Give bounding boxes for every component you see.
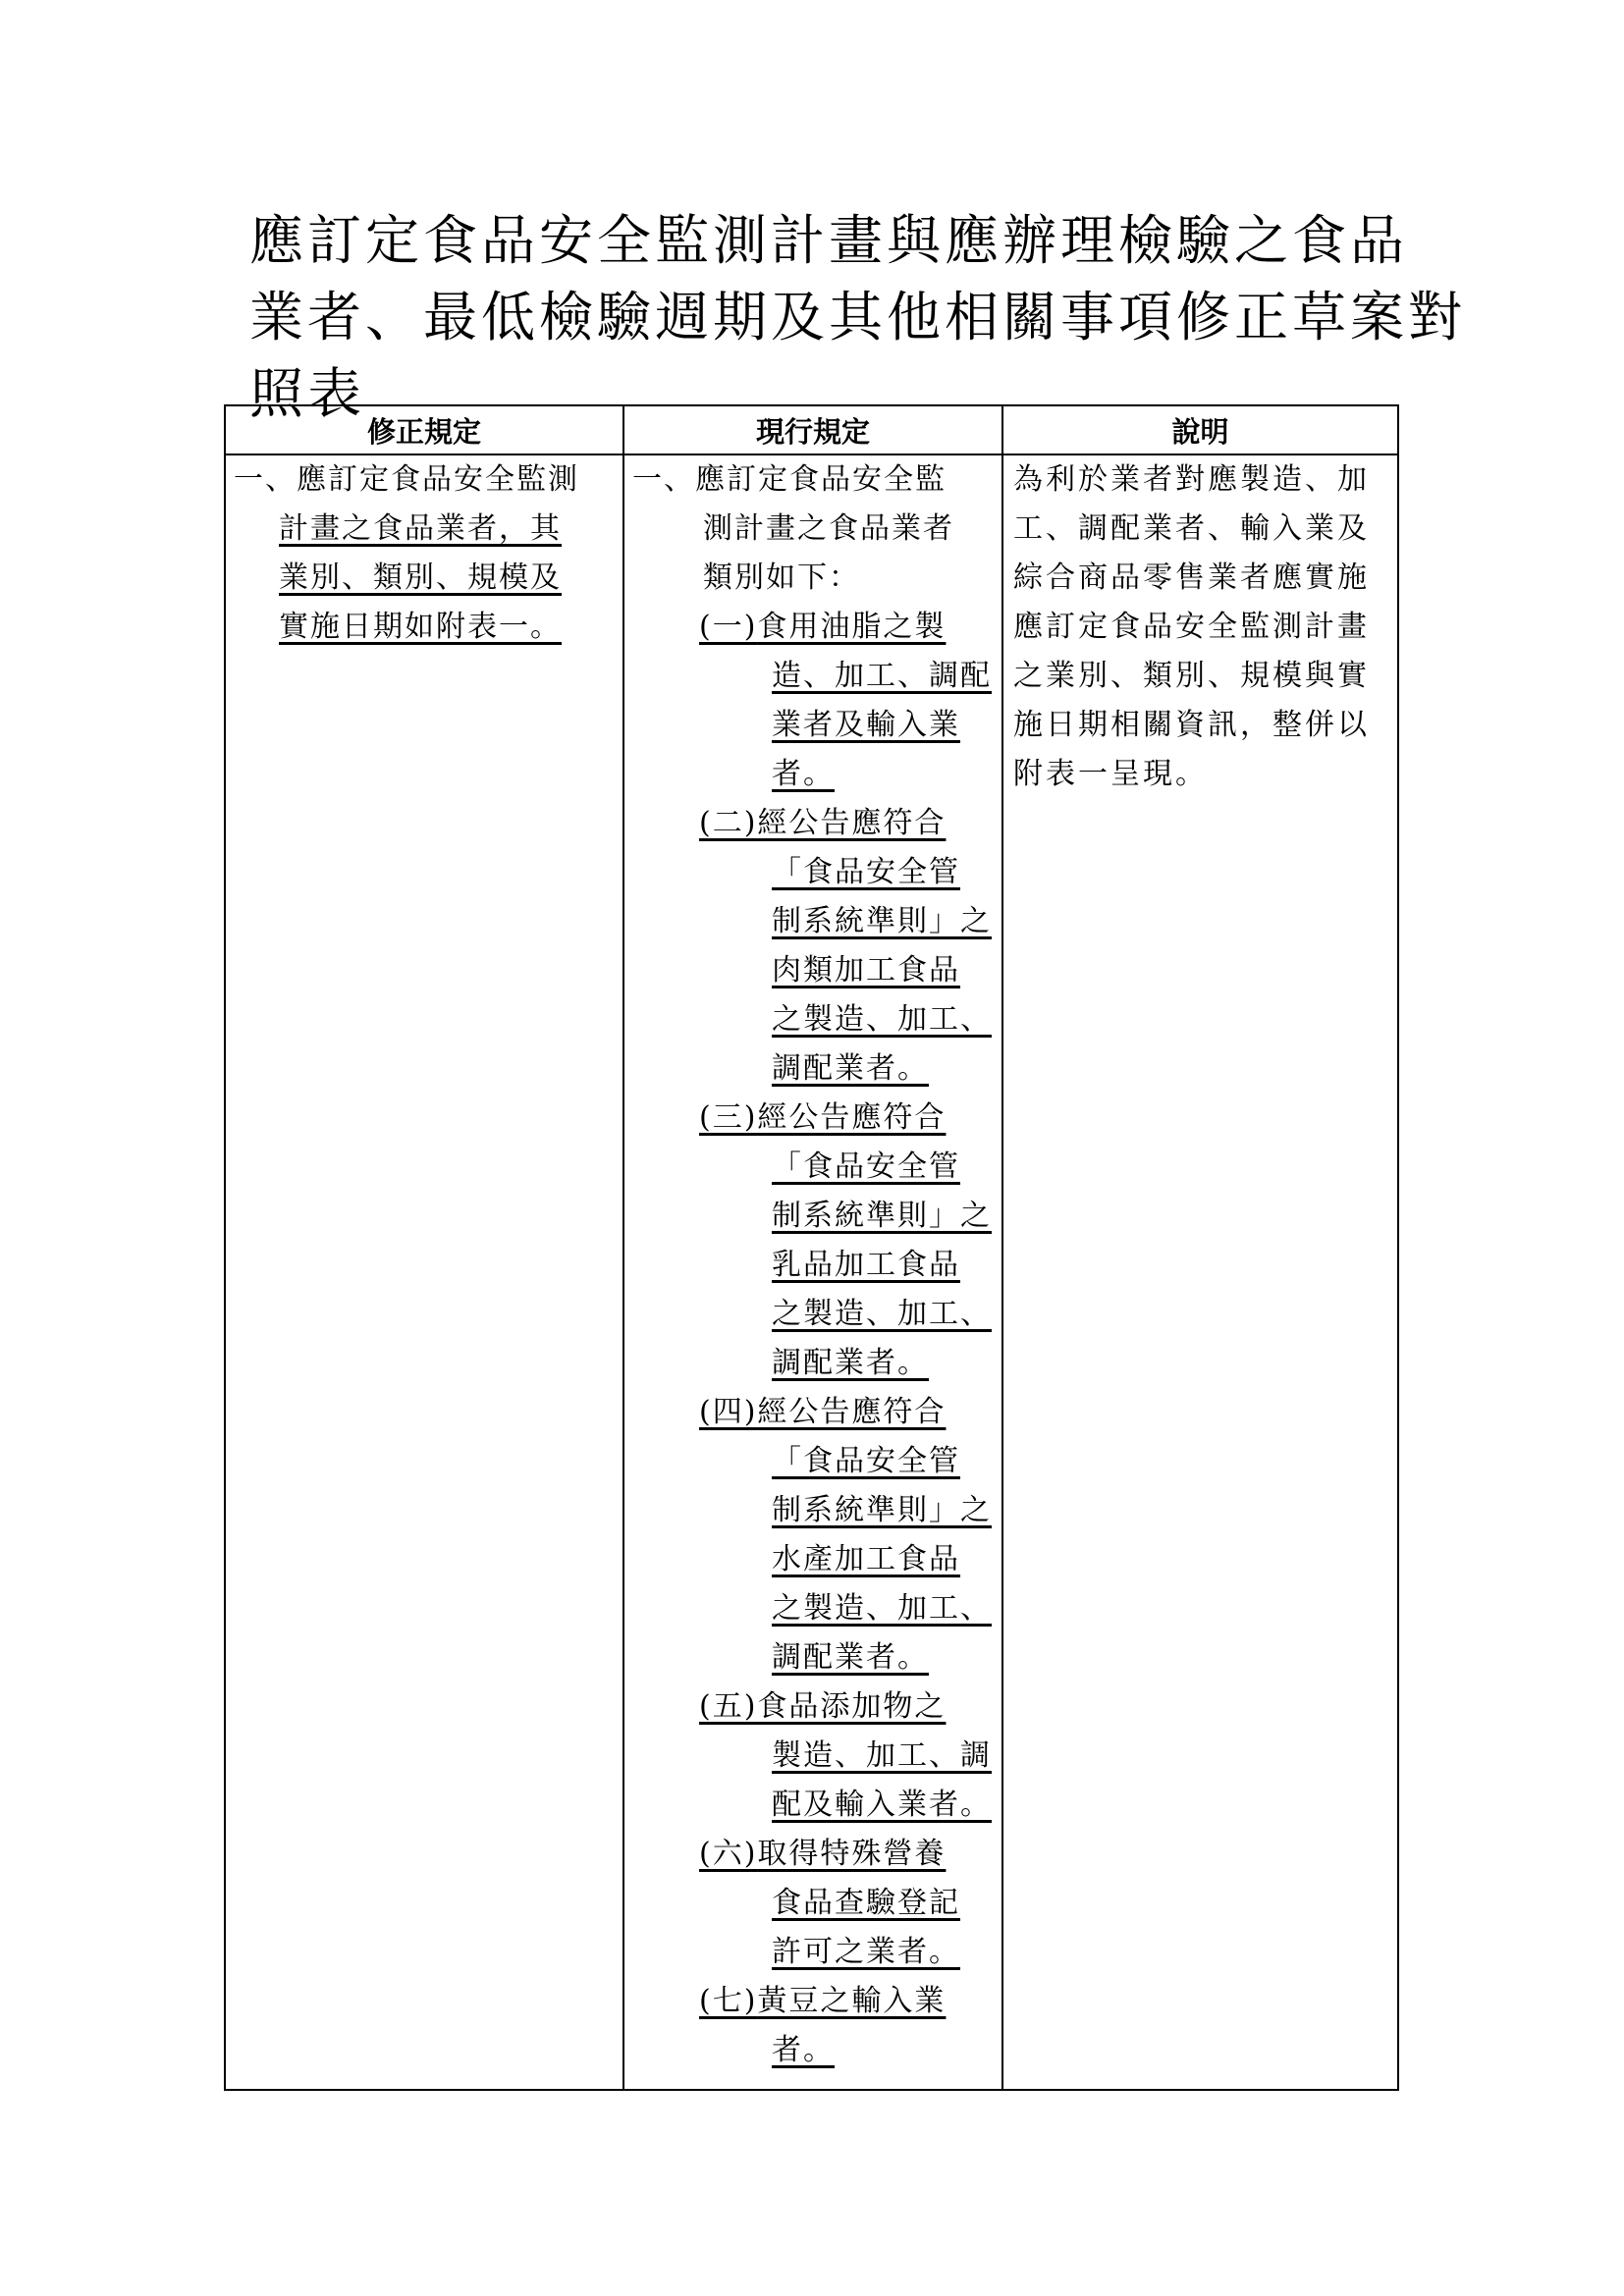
current-item-text: 之製造、加工、 [772, 1591, 992, 1626]
current-item-label: (二) [699, 806, 758, 840]
current-item-text: 許可之業者。 [772, 1935, 960, 1969]
comparison-table [224, 404, 1399, 2091]
title-line: 應訂定食品安全監測計畫與應辦理檢驗之食品 [249, 209, 1409, 272]
document-title [249, 202, 1467, 432]
current-item-text: 食品查驗登記 [772, 1886, 960, 1920]
explanation-cell [1002, 454, 1398, 2090]
current-item-first-line [624, 1094, 1001, 1143]
explanation-line: 為利於業者對應製造、加 [1013, 462, 1370, 497]
current-intro-line: 一、應訂定食品安全監 [632, 462, 947, 497]
header-revised: 修正規定 [225, 405, 623, 454]
current-item-text: 「食品安全管 [772, 1444, 960, 1478]
current-item-text: 調配業者。 [772, 1346, 929, 1380]
current-item-line [624, 1584, 1001, 1633]
current-item-label: (六) [699, 1837, 758, 1871]
header-explanation: 說明 [1002, 405, 1398, 454]
current-item-text: 制系統準則」之 [772, 1493, 992, 1527]
header-current: 現行規定 [623, 405, 1002, 454]
current-item-text: 乳品加工食品 [772, 1248, 960, 1282]
current-item-line [624, 1339, 1001, 1388]
current-item-first-line [624, 799, 1001, 848]
current-item-text: 之製造、加工、 [772, 1002, 992, 1037]
explanation-line: 施日期相關資訊，整併以 [1013, 708, 1370, 742]
current-item-first-line [624, 1388, 1001, 1437]
current-item-line [624, 946, 1001, 995]
current-item-line [624, 1928, 1001, 1977]
current-cell [623, 454, 1002, 2090]
current-item-line [624, 848, 1001, 897]
current-item-text: 經公告應符合 [757, 806, 947, 840]
current-item-text: 「食品安全管 [772, 855, 960, 889]
current-item-line [624, 1143, 1001, 1192]
current-item-first-line [624, 1682, 1001, 1732]
current-item-label: (四) [699, 1395, 758, 1429]
current-item-line [624, 1192, 1001, 1241]
current-item-line [624, 652, 1001, 701]
current-item-text: 制系統準則」之 [772, 904, 992, 938]
revised-line: 業別、類別、規模及 [279, 561, 562, 595]
table-row [225, 454, 1398, 2090]
current-item-text: 黃豆之輸入業 [757, 1984, 947, 2018]
current-intro-line: 測計畫之食品業者 [703, 511, 954, 546]
current-item-text: 調配業者。 [772, 1640, 929, 1675]
explanation-line: 應訂定食品安全監測計畫 [1013, 610, 1370, 644]
current-item-line [624, 1879, 1001, 1928]
current-item-text: 業者及輸入業 [772, 708, 960, 742]
current-intro-line: 類別如下： [703, 561, 860, 595]
current-item-line [624, 1486, 1001, 1535]
current-item-first-line [624, 1977, 1001, 2026]
current-item-text: 經公告應符合 [757, 1395, 947, 1429]
explanation-line: 附表一呈現。 [1013, 757, 1208, 791]
revised-line: 一、應訂定食品安全監測 [234, 462, 579, 497]
current-item-first-line [624, 1830, 1001, 1879]
current-item-line [624, 1437, 1001, 1486]
current-item-text: 者。 [772, 757, 835, 791]
current-item-text: 「食品安全管 [772, 1149, 960, 1184]
current-item-first-line [624, 603, 1001, 652]
current-item-label: (五) [699, 1689, 758, 1724]
current-items-list [624, 603, 1001, 2075]
current-item-label: (七) [699, 1984, 758, 2018]
current-item-line [624, 1044, 1001, 1094]
current-item-line [624, 750, 1001, 799]
current-item-text: 者。 [772, 2033, 835, 2067]
explanation-line: 綜合商品零售業者應實施 [1013, 561, 1370, 595]
current-item-line [624, 995, 1001, 1044]
header-row [225, 405, 1398, 454]
current-item-line [624, 897, 1001, 946]
current-item-text: 肉類加工食品 [772, 953, 960, 988]
current-item-text: 經公告應符合 [757, 1100, 947, 1135]
title-line: 業者、最低檢驗週期及其他相關事項修正草案對 [249, 286, 1467, 348]
current-item-line [624, 1633, 1001, 1682]
title-line: 照表 [249, 362, 366, 425]
current-item-text: 水產加工食品 [772, 1542, 960, 1576]
revised-line: 計畫之食品業者，其 [279, 511, 562, 546]
current-item-line [624, 701, 1001, 750]
current-item-line [624, 1781, 1001, 1830]
current-item-text: 製造、加工、調 [772, 1738, 992, 1773]
current-item-line [624, 1732, 1001, 1781]
current-item-line [624, 1290, 1001, 1339]
explanation-line: 之業別、類別、規模與實 [1013, 659, 1370, 693]
current-item-line [624, 1241, 1001, 1290]
current-item-text: 配及輸入業者。 [772, 1788, 992, 1822]
current-item-text: 取得特殊營養 [757, 1837, 947, 1871]
current-item-label: (三) [699, 1100, 758, 1135]
current-item-text: 食品添加物之 [757, 1689, 947, 1724]
current-item-text: 造、加工、調配 [772, 659, 992, 693]
current-item-label: (一) [699, 610, 758, 644]
revised-line: 實施日期如附表一。 [279, 610, 562, 644]
current-item-text: 調配業者。 [772, 1051, 929, 1086]
current-item-text: 之製造、加工、 [772, 1297, 992, 1331]
explanation-line: 工、調配業者、輸入業及 [1013, 511, 1370, 546]
current-item-line [624, 1535, 1001, 1584]
current-item-text: 制系統準則」之 [772, 1199, 992, 1233]
current-item-text: 食用油脂之製 [757, 610, 947, 644]
current-item-line [624, 2026, 1001, 2075]
revised-cell [225, 454, 623, 2090]
